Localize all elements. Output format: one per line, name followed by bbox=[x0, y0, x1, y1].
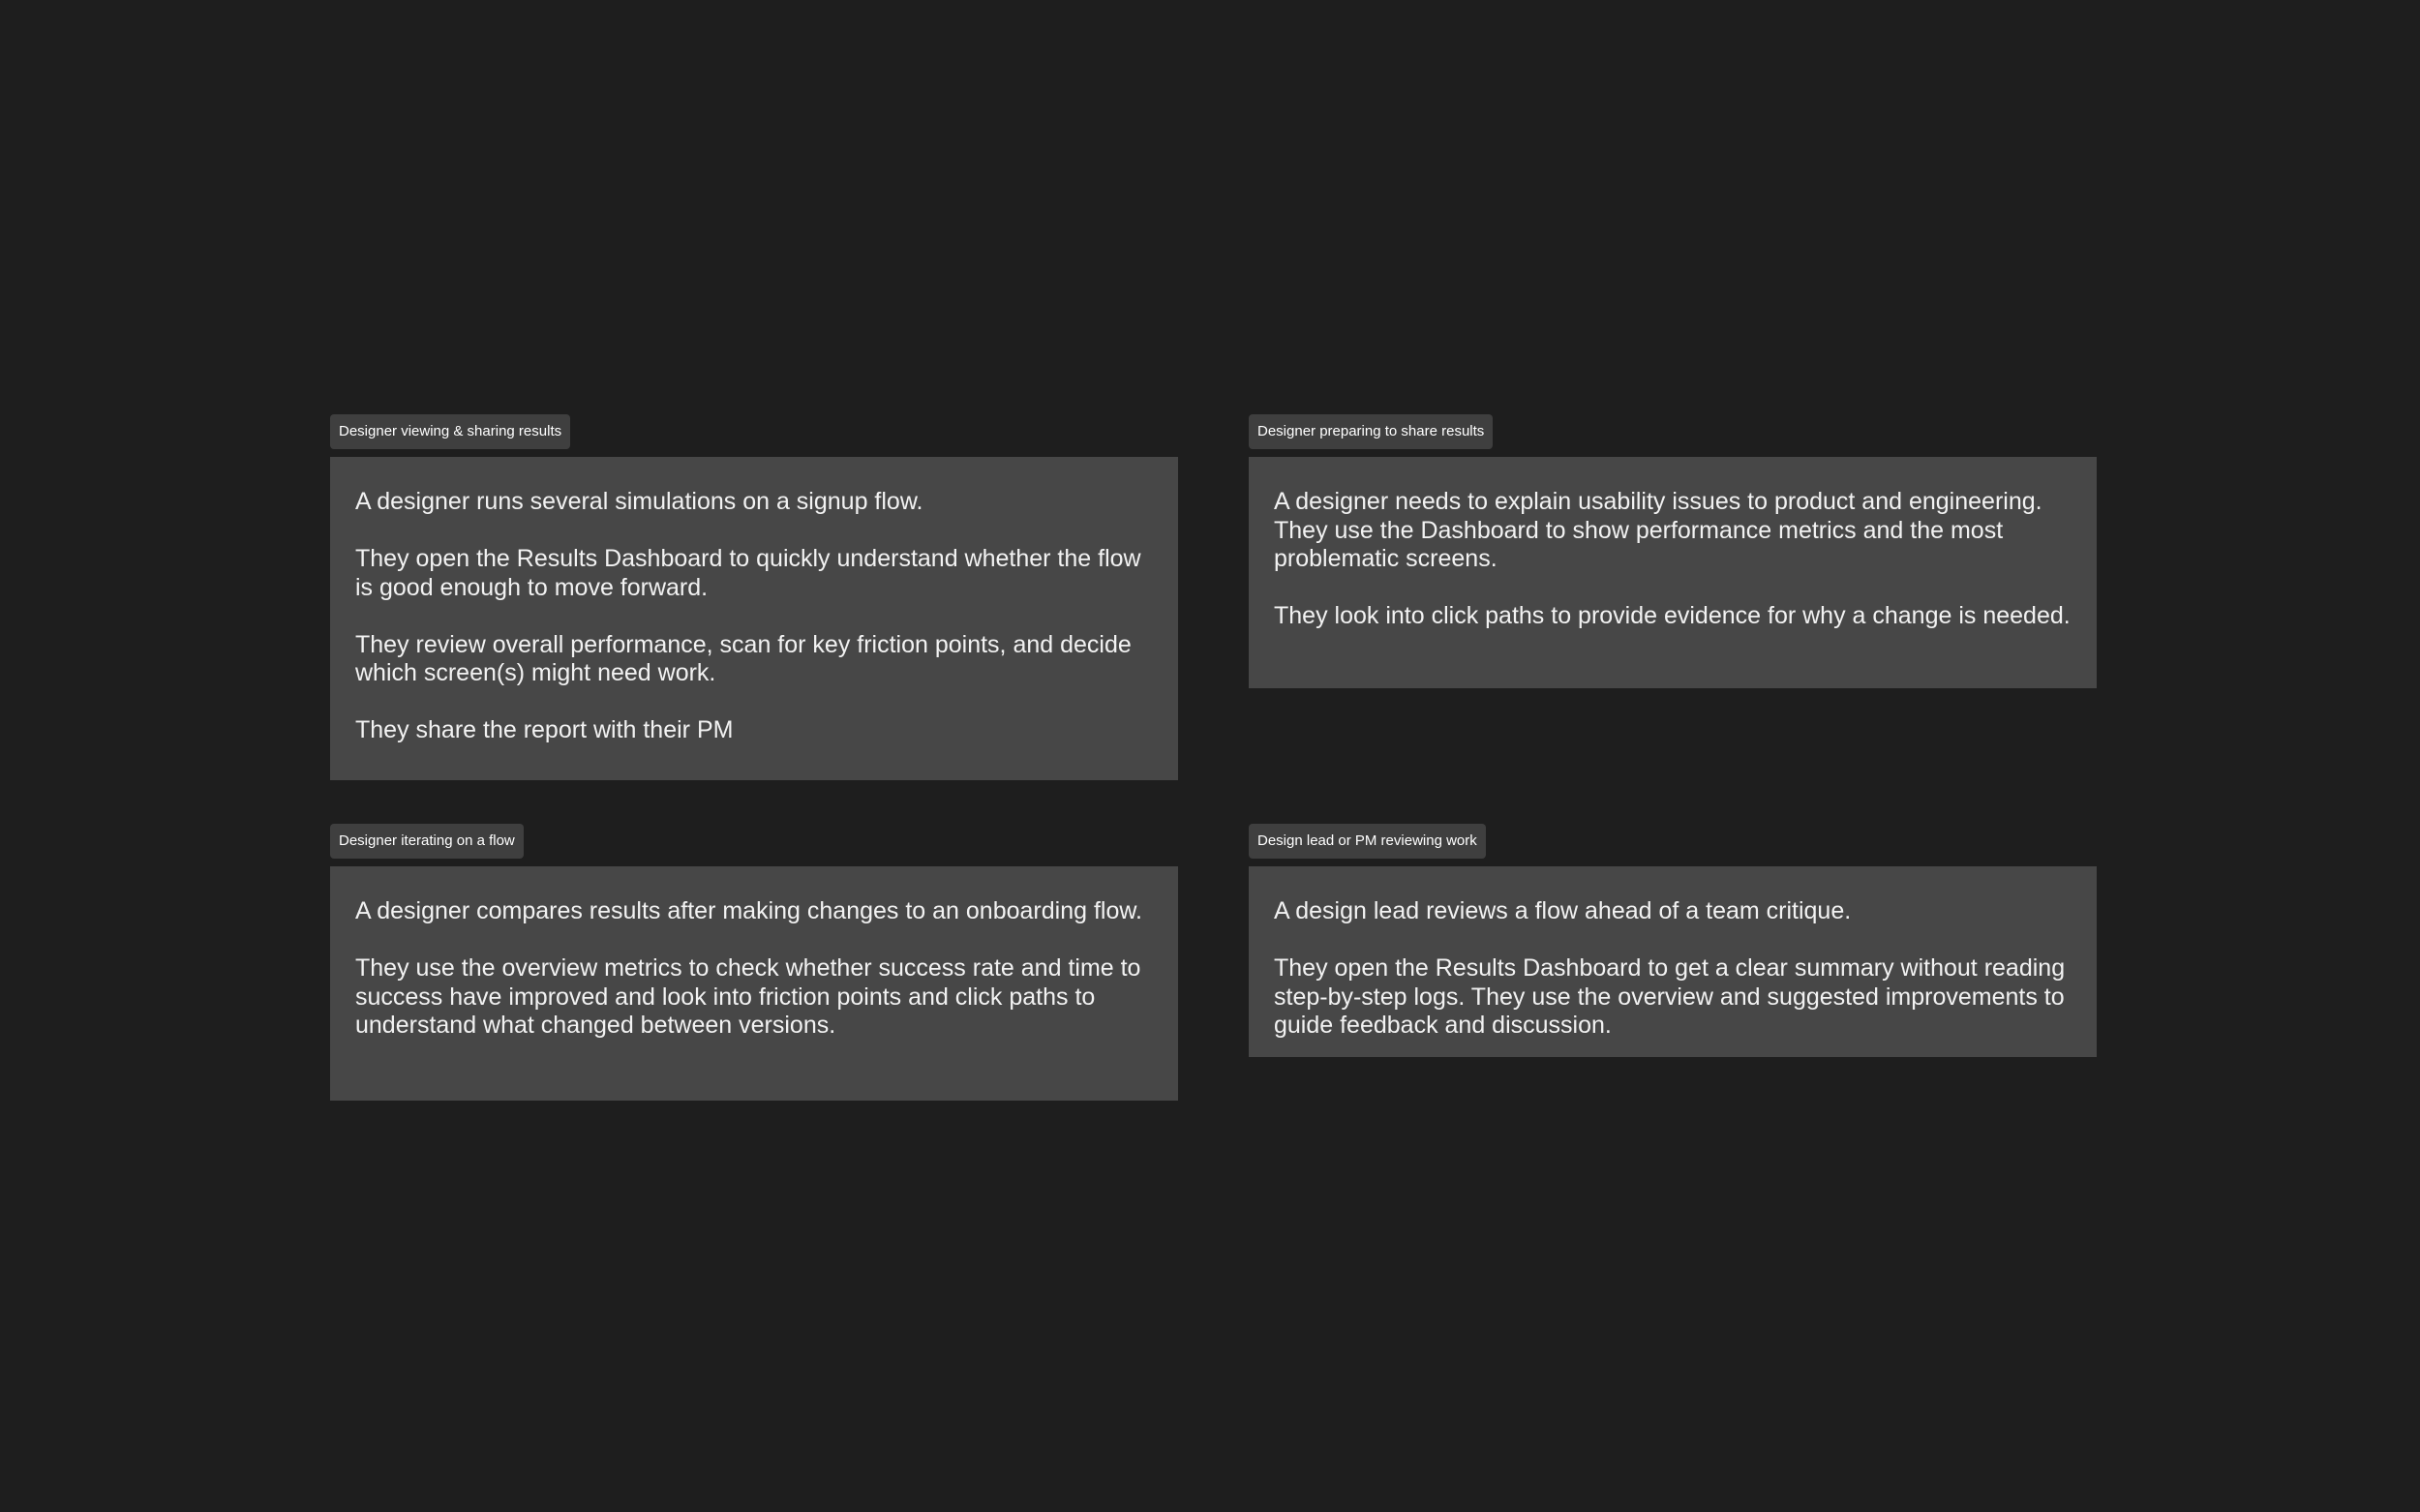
scenario-paragraph: A designer compares results after making changes to an onboarding flow. bbox=[355, 897, 1142, 924]
scenario-card bbox=[330, 866, 1178, 1101]
scenario-tag: Designer preparing to share results bbox=[1249, 414, 1493, 449]
scenario-paragraph: A design lead reviews a flow ahead of a team critique. bbox=[1274, 897, 1852, 924]
scenario-tag: Designer viewing & sharing results bbox=[330, 414, 570, 449]
scenario-paragraph: They share the report with their PM bbox=[355, 716, 734, 743]
scenario-lead-reviewing bbox=[1249, 824, 2097, 1057]
scenario-paragraph: They look into click paths to provide evidence for why a change is needed. bbox=[1274, 602, 2071, 629]
scenario-tag: Design lead or PM reviewing work bbox=[1249, 824, 1486, 859]
scenario-paragraph: They open the Results Dashboard to quickly understand whether the flow is good enough to move forward. bbox=[355, 545, 1141, 601]
scenario-tag: Designer iterating on a flow bbox=[330, 824, 524, 859]
scenario-paragraph: A designer needs to explain usability issues to product and engineering. They use the Dashboard to show performance metrics and the most problematic screens. bbox=[1274, 488, 2042, 572]
scenario-paragraph: They use the overview metrics to check whether success rate and time to success have improved and look into friction points and click paths to understand what changed between versions. bbox=[355, 954, 1141, 1039]
scenario-preparing-to-share bbox=[1249, 414, 2097, 688]
scenario-paragraph: A designer runs several simulations on a signup flow. bbox=[355, 488, 923, 515]
scenario-iterating-on-flow bbox=[330, 824, 1178, 1101]
scenario-viewing-sharing bbox=[330, 414, 1178, 780]
scenario-card bbox=[330, 457, 1178, 780]
scenario-paragraph: They review overall performance, scan for key friction points, and decide which screen(s) might need work. bbox=[355, 630, 1132, 686]
scenario-card bbox=[1249, 866, 2097, 1057]
scenario-card bbox=[1249, 457, 2097, 688]
scenario-paragraph: They open the Results Dashboard to get a clear summary without reading step-by-step logs. They use the overview and suggested improvements to guide feedback and discussion. bbox=[1274, 954, 2066, 1039]
